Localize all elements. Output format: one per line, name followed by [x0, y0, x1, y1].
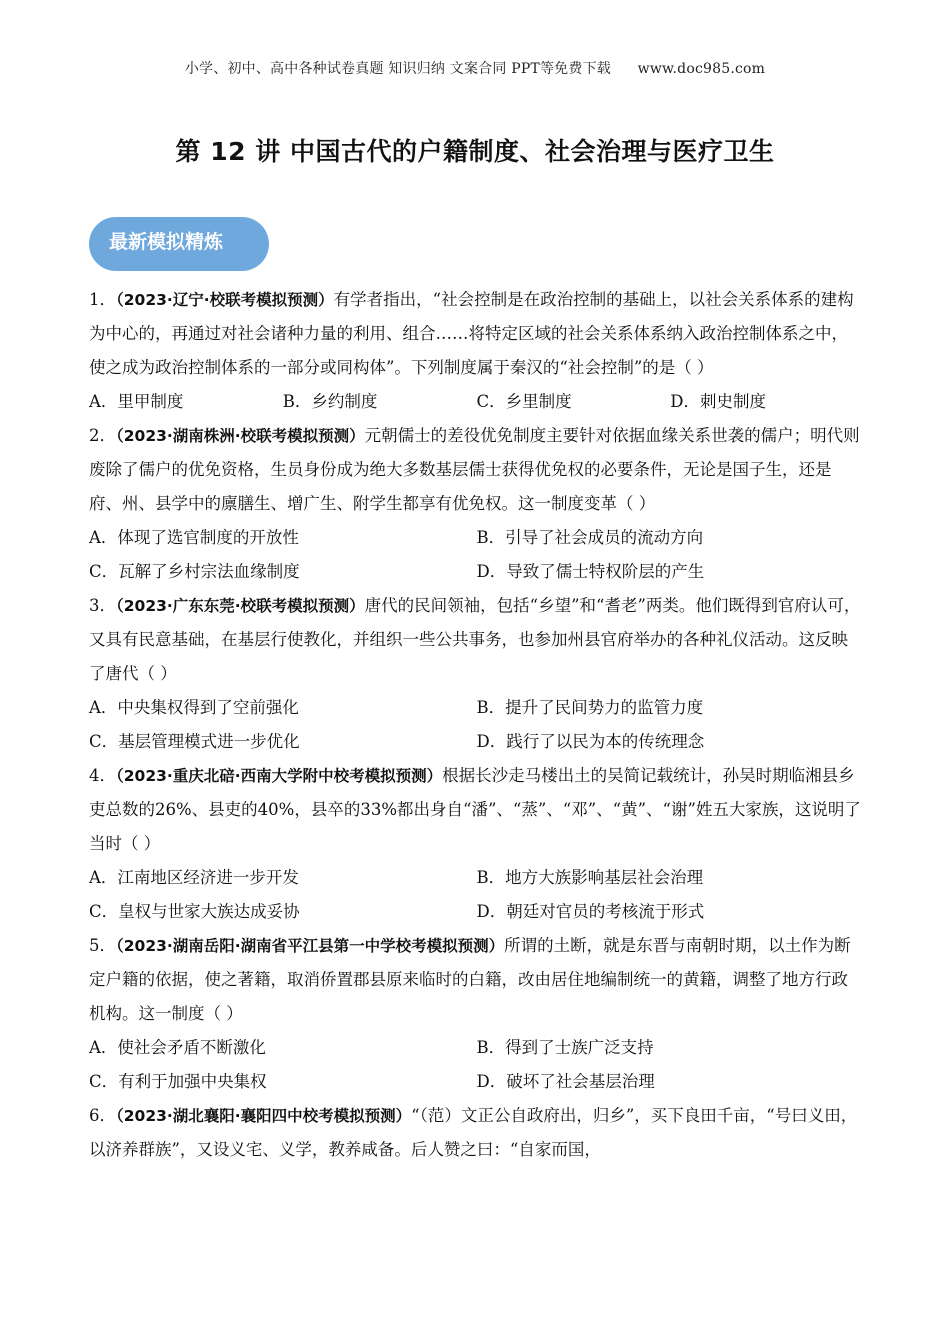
question-source: （2023·广东东莞·校联考模拟预测）: [116, 597, 365, 615]
question-options: [89, 1031, 864, 1099]
question-text: 根据长沙走马楼出土的吴简记载统计，孙吴时期临湘县乡吏总数的26%、县吏的40%，县卒的33%都出身自“潘”、“蒸”、“邓”、“黄”、“谢”姓五大家族，这说明了当时（ ）: [89, 766, 861, 853]
question-number: 1．: [89, 290, 116, 309]
question-text: “（范）文正公自政府出，归乡”，买下良田千亩，“号曰义田，以济养群族”，又设义宅、义学，教养咸备。后人赞之曰：“自家而国，: [89, 1106, 858, 1159]
question-stem: [89, 589, 864, 691]
option-c: C．乡里制度: [476, 392, 572, 411]
option-d: D．刺史制度: [670, 392, 766, 411]
question-2: [89, 419, 864, 589]
question-stem: [89, 283, 864, 385]
option-a: A．江南地区经济进一步开发: [89, 868, 299, 887]
option-b: B．引导了社会成员的流动方向: [476, 528, 704, 547]
question-source: （2023·辽宁·校联考模拟预测）: [116, 291, 334, 309]
question-source: （2023·湖北襄阳·襄阳四中校考模拟预测）: [116, 1107, 412, 1125]
question-number: 5．: [89, 936, 116, 955]
question-options: [89, 521, 864, 589]
question-1: [89, 283, 864, 419]
page-title: 第 12 讲 中国古代的户籍制度、社会治理与医疗卫生: [175, 137, 775, 166]
option-b: B．得到了士族广泛支持: [476, 1038, 654, 1057]
question-options: [89, 385, 864, 419]
question-options: [89, 861, 864, 929]
question-options: [89, 691, 864, 759]
option-b: B．提升了民间势力的监管力度: [476, 698, 704, 717]
option-d: D．践行了以民为本的传统理念: [476, 732, 705, 751]
question-stem: [89, 759, 864, 861]
option-d: D．导致了儒士特权阶层的产生: [476, 562, 705, 581]
option-a: A．使社会矛盾不断激化: [89, 1038, 266, 1057]
question-source: （2023·湖南株洲·校联考模拟预测）: [116, 427, 365, 445]
section-badge: 最新模拟精炼: [89, 217, 269, 271]
question-number: 4．: [89, 766, 116, 785]
question-number: 2．: [89, 426, 116, 445]
question-stem: [89, 929, 864, 1031]
question-5: [89, 929, 864, 1099]
question-text: 唐代的民间领袖，包括“乡望”和“耆老”两类。他们既得到官府认可，又具有民意基础，在基层行使教化，并组织一些公共事务，也参加州县官府举办的各种礼仪活动。这反映了唐代（ ）: [89, 596, 861, 683]
question-list: [89, 283, 864, 1167]
option-d: D．破坏了社会基层治理: [476, 1072, 655, 1091]
question-4: [89, 759, 864, 929]
question-3: [89, 589, 864, 759]
option-d: D．朝廷对官员的考核流于形式: [476, 902, 705, 921]
question-text: 元朝儒士的差役优免制度主要针对依据血缘关系世袭的儒户；明代则废除了儒户的优免资格，生员身份成为绝大多数基层儒士获得优免权的必要条件，无论是国子生，还是府、州、县学中的廪膳生、增广生、附学生都享有优免权。这一制度变革（ ）: [89, 426, 860, 513]
option-c: C．瓦解了乡村宗法血缘制度: [89, 562, 300, 581]
option-b: B．地方大族影响基层社会治理: [476, 868, 704, 887]
option-b: B．乡约制度: [282, 392, 378, 411]
page-header: [0, 58, 950, 78]
question-number: 6．: [89, 1106, 116, 1125]
option-c: C．基层管理模式进一步优化: [89, 732, 300, 751]
question-source: （2023·重庆北碚·西南大学附中校考模拟预测）: [116, 767, 443, 785]
question-stem: [89, 1099, 864, 1167]
option-c: C．有利于加强中央集权: [89, 1072, 267, 1091]
question-text: 所谓的土断，就是东晋与南朝时期，以土作为断定户籍的依据，使之著籍，取消侨置郡县原来临时的白籍，改由居住地编制统一的黄籍，调整了地方行政机构。这一制度（ ）: [89, 936, 851, 1023]
option-a: A．里甲制度: [89, 392, 184, 411]
header-site[interactable]: www.doc985.com: [637, 61, 766, 77]
option-a: A．中央集权得到了空前强化: [89, 698, 299, 717]
question-stem: [89, 419, 864, 521]
question-source: （2023·湖南岳阳·湖南省平江县第一中学校考模拟预测）: [116, 937, 505, 955]
question-number: 3．: [89, 596, 116, 615]
option-c: C．皇权与世家大族达成妥协: [89, 902, 300, 921]
question-6: [89, 1099, 864, 1167]
option-a: A．体现了选官制度的开放性: [89, 528, 299, 547]
header-text: 小学、初中、高中各种试卷真题 知识归纳 文案合同 PPT等免费下载: [184, 61, 611, 77]
question-text: 有学者指出，“社会控制是在政治控制的基础上，以社会关系体系的建构为中心的，再通过对社会诸种力量的利用、组合……将特定区域的社会关系体系纳入政治控制体系之中，使之成为政治控制体系的一部分或同构体”。下列制度属于秦汉的“社会控制”的是（ ）: [89, 290, 854, 377]
